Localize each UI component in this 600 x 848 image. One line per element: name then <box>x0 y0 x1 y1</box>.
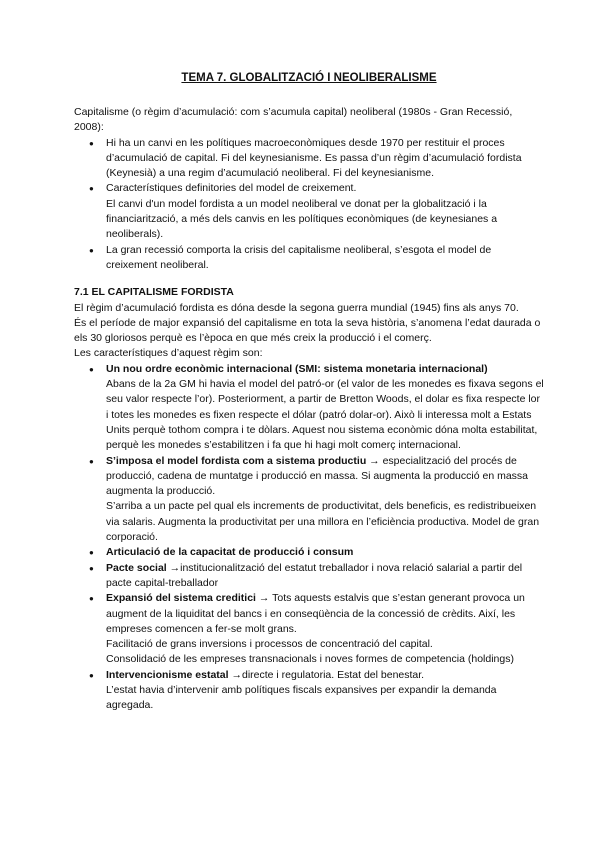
list-item <box>74 181 544 242</box>
list-item <box>74 561 544 592</box>
item-inline-text: → especialització del procés de producció, cadena de muntatge i producció en massa. Si augmenta la producció en massa augmenta la producció. <box>106 454 528 498</box>
item-body: Consolidació de les empreses transnacionals i noves formes de competencia (holdings) <box>106 653 514 666</box>
section-paragraph: És el període de major expansió del capitalisme en tota la seva història, s’anomena l’edat daurada o els 30 gloriosos perquè es l’època en que més creix la producció i el comerç. <box>74 316 541 345</box>
list-item <box>74 591 544 667</box>
item-body: Facilitació de grans inversions i processos de concentració del capital. <box>106 638 433 651</box>
item-heading: Expansió del sistema creditici <box>106 592 256 605</box>
item-body: Abans de la 2a GM hi havia el model del patró-or (el valor de les monedes es fixava segons el seu valor respecte l’or). Posteriorment, a partir de Bretton Woods, el dolar es fixa respecte lor i totes les monedes es fixen respecte el dólar (patró dolar-or). Això li interessa molt a Estats Units perquè tothom compra i te dòlars. Aquest nou sistema econòmic dóna molta estabilitat, perquè les monedes s’estabilitzen i fa que hi hagi molt comerç internacional. <box>106 378 544 452</box>
list-item <box>74 668 544 714</box>
section-paragraph: El règim d’acumulació fordista es dóna desde la segona guerra mundial (1945) fins als anys 70. <box>74 301 519 314</box>
bullet-text: La gran recessió comporta la crisis del capitalisme neoliberal, s’esgota el model de creixement neoliberal. <box>106 243 492 271</box>
section-fordisme <box>74 285 544 713</box>
bullet-text: ● Característiques definitories del model de creixement. <box>106 182 357 195</box>
intro-bullet-list <box>74 136 544 274</box>
item-body: L’estat havia d’intervenir amb polítiques fiscals expansives per expandir la demanda agregada. <box>106 683 497 712</box>
bullet-text: Hi ha un canvi en les polítiques macroeconòmiques desde 1970 per restituir el proces d’acumulació de capital. Fi del keynesianisme. Es passa d’un règim d’acumulació fordista (Keynesià) a una regim d’acumulació neoliberal. Fi del keynesianisme. <box>106 136 522 180</box>
item-inline-text: → Tots aquests estalvis que s’estan generant provoca un augment de la liquiditat del bancs i en conseqüència de la concessió de crèdits. Així, les empreses comencen a fer-se molt grans. <box>106 592 525 635</box>
list-item <box>74 243 544 274</box>
list-item <box>74 362 544 454</box>
item-body: S’arriba a un pacte pel qual els increments de productivitat, dels beneficis, es redistribueixen via salaris. Augmenta la productivitat per una millora en l’eficiència productiva. Model de gran corporació. <box>106 500 540 544</box>
item-heading: S’imposa el model fordista com a sistema productiu <box>106 454 367 467</box>
item-inline-text: →institucionalització del estatut treballador i nova relació salarial a partir del pacte capital-treballador <box>106 561 523 589</box>
intro-paragraph: Capitalisme (o règim d’acumulació: com s’acumula capital) neoliberal (1980s - Gran Recessió, 2008): <box>74 106 513 134</box>
item-heading: Articulació de la capacitat de producció i consum <box>106 546 354 559</box>
item-heading: Pacte social <box>106 561 167 574</box>
bullet-extra-text: El canvi d'un model fordista a un model neoliberal ve donat per la globalització i la financiarització, a més dels canvis en les polítiques econòmiques (de keynesianes a neoliberals). <box>106 197 498 241</box>
section-heading: 7.1 EL CAPITALISME FORDISTA <box>74 286 234 299</box>
list-item <box>74 136 544 182</box>
list-item <box>74 454 544 546</box>
item-heading: Intervencionisme estatal <box>106 668 229 681</box>
section-paragraph: Les característiques d’aquest règim son: <box>74 347 263 360</box>
list-item <box>74 545 544 560</box>
item-inline-text: →directe i regulatoria. Estat del benestar. <box>228 668 425 681</box>
document-page <box>74 70 544 714</box>
item-heading: Un nou ordre econòmic internacional (SMI: sistema monetaria internacional) <box>106 362 488 375</box>
page-title: TEMA 7. GLOBALITZACIÓ I NEOLIBERALISME <box>181 72 437 84</box>
characteristics-list <box>74 362 544 714</box>
